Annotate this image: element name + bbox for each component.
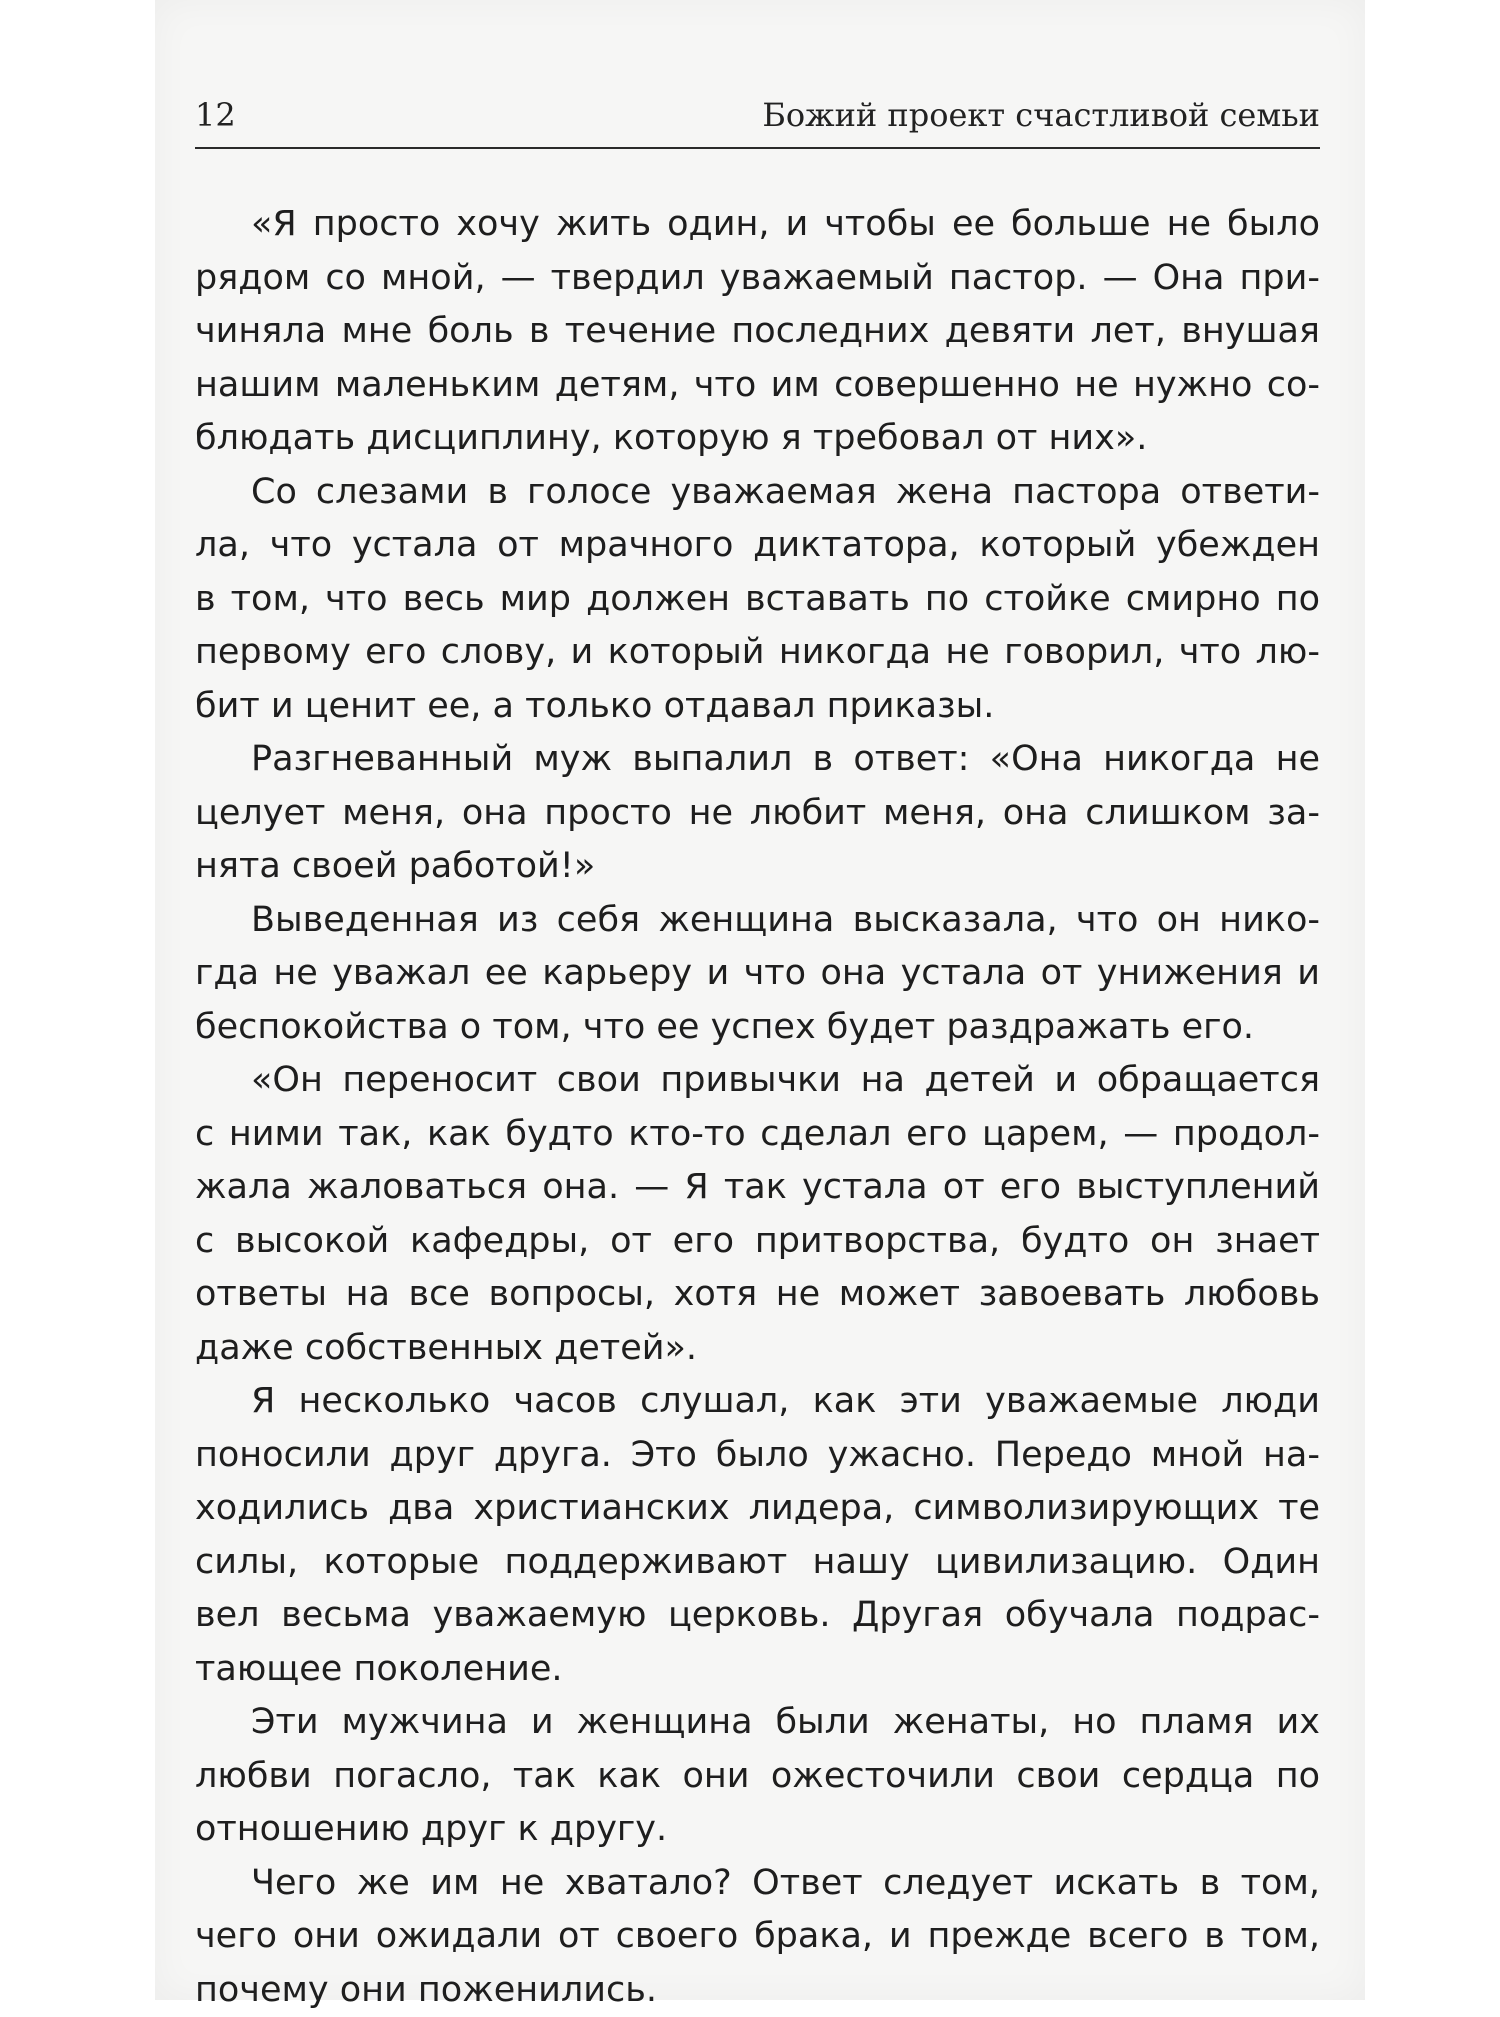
paragraph <box>195 1054 1320 1375</box>
paragraph <box>195 1857 1320 2017</box>
text-line: целует меня, она просто не любит меня, она слишком за- <box>195 787 1320 841</box>
paragraph <box>195 1696 1320 1857</box>
text-line: отношению друг к другу. <box>195 1803 1320 1857</box>
text-line: ходились два христианских лидера, символизирующих те <box>195 1482 1320 1536</box>
text-line: Чего же им не хватало? Ответ следует искать в том, <box>195 1857 1320 1911</box>
text-line: Разгневанный муж выпалил в ответ: «Она никогда не <box>195 733 1320 787</box>
paragraph <box>195 894 1320 1055</box>
text-line: поносили друг друга. Это было ужасно. Передо мной на- <box>195 1429 1320 1483</box>
text-line: первому его слову, и который никогда не говорил, что лю- <box>195 626 1320 680</box>
text-line: жала жаловаться она. — Я так устала от его выступлений <box>195 1161 1320 1215</box>
text-line: тающее поколение. <box>195 1643 1320 1697</box>
text-line: рядом со мной, — твердил уважаемый пастор. — Она при- <box>195 252 1320 306</box>
text-line: Я несколько часов слушал, как эти уважаемые люди <box>195 1375 1320 1429</box>
text-line: чиняла мне боль в течение последних девяти лет, внушая <box>195 305 1320 359</box>
body-text <box>195 198 1320 2017</box>
text-line: чего они ожидали от своего брака, и прежде всего в том, <box>195 1910 1320 1964</box>
text-line: нята своей работой!» <box>195 840 1320 894</box>
text-line: с высокой кафедры, от его притворства, будто он знает <box>195 1215 1320 1269</box>
text-line: бит и ценит ее, а только отдавал приказы. <box>195 680 1320 734</box>
text-line: силы, которые поддерживают нашу цивилизацию. Один <box>195 1536 1320 1590</box>
text-line: ла, что устала от мрачного диктатора, который убежден <box>195 519 1320 573</box>
text-line: Эти мужчина и женщина были женаты, но пламя их <box>195 1696 1320 1750</box>
text-line: нашим маленьким детям, что им совершенно не нужно со- <box>195 359 1320 413</box>
paragraph <box>195 1375 1320 1696</box>
running-title: Божий проект счастливой семьи <box>762 96 1320 134</box>
text-line: даже собственных детей». <box>195 1322 1320 1376</box>
text-line: блюдать дисциплину, которую я требовал от них». <box>195 412 1320 466</box>
text-line: вел весьма уважаемую церковь. Другая обучала подрас- <box>195 1589 1320 1643</box>
text-line: с ними так, как будто кто-то сделал его царем, — продол- <box>195 1108 1320 1162</box>
header-rule <box>195 147 1320 149</box>
page-number: 12 <box>195 96 236 134</box>
text-line: «Он переносит свои привычки на детей и обращается <box>195 1054 1320 1108</box>
paragraph <box>195 733 1320 894</box>
text-line: Со слезами в голосе уважаемая жена пастора ответи- <box>195 466 1320 520</box>
paragraph <box>195 198 1320 466</box>
text-line: Выведенная из себя женщина высказала, что он нико- <box>195 894 1320 948</box>
text-line: в том, что весь мир должен вставать по стойке смирно по <box>195 573 1320 627</box>
text-line: ответы на все вопросы, хотя не может завоевать любовь <box>195 1268 1320 1322</box>
text-line: почему они поженились. <box>195 1964 1320 2017</box>
text-line: любви погасло, так как они ожесточили свои сердца по <box>195 1750 1320 1804</box>
page-header <box>195 96 1320 144</box>
text-line: беспокойства о том, что ее успех будет раздражать его. <box>195 1001 1320 1055</box>
paragraph <box>195 466 1320 734</box>
text-line: «Я просто хочу жить один, и чтобы ее больше не было <box>195 198 1320 252</box>
text-line: гда не уважал ее карьеру и что она устала от унижения и <box>195 947 1320 1001</box>
